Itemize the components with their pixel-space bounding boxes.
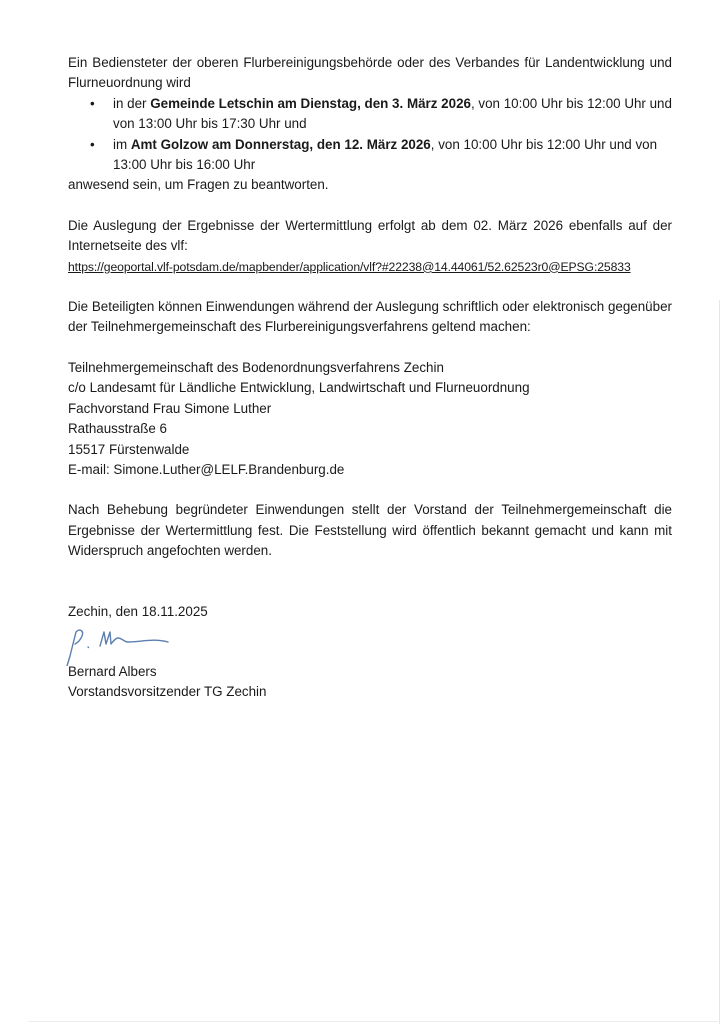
- intro-paragraph: Ein Bediensteter der oberen Flurbereinigungsbehörde oder des Verbandes für Landentwicklung und Flurneuordnung wird: [68, 55, 672, 91]
- address-line: c/o Landesamt für Ländliche Entwicklung, Landwirtschaft und Flurneuordnung: [68, 380, 530, 396]
- objections-paragraph: Die Beteiligten können Einwendungen während der Auslegung schriftlich oder elektronisch gegenüber der Teilnehmergemeinschaft des Flurbereinigungsverfahrens geltend machen:: [68, 299, 672, 335]
- page-edge-shadow: [28, 1021, 718, 1022]
- address-block: [68, 358, 672, 480]
- signer-name: Bernard Albers: [68, 663, 157, 679]
- appointment-times: , von 10:00 Uhr bis 12:00 Uhr und von 13:00 Uhr bis 16:00 Uhr: [113, 136, 658, 173]
- closing-paragraph: Nach Behebung begründeter Einwendungen stellt der Vorstand der Teilnehmergemeinschaft die Ergebnisse der Wertermittlung fest. Die Feststellung wird öffentlich bekannt gemacht und kann mit Widerspruch angefochten werden.: [68, 502, 672, 559]
- appointment-item: [68, 94, 672, 135]
- bullet-icon: •: [90, 136, 95, 152]
- appointment-prefix: in der: [113, 95, 151, 111]
- address-street: Rathausstraße 6: [68, 421, 167, 437]
- geoportal-link[interactable]: https://geoportal.vlf-potsdam.de/mapbender/application/vlf?#22238@14.44061/52.62523r0@EPSG:25833: [68, 259, 631, 274]
- address-city: 15517 Fürstenwalde: [68, 441, 190, 457]
- address-email: E-mail: Simone.Luther@LELF.Brandenburg.de: [68, 461, 345, 477]
- place-date: Zechin, den 18.11.2025: [68, 603, 208, 619]
- online-paragraph: Die Auslegung der Ergebnisse der Wertermittlung erfolgt ab dem 02. März 2026 ebenfalls auf der Internetseite des vlf:: [68, 217, 672, 254]
- appointment-item: [68, 135, 672, 176]
- address-line: Teilnehmergemeinschaft des Bodenordnungsverfahrens Zechin: [68, 359, 444, 375]
- appointment-prefix: im: [113, 136, 131, 152]
- appointment-location-date: Gemeinde Letschin am Dienstag, den 3. März 2026: [150, 95, 471, 111]
- signer-title: Vorstandsvorsitzender TG Zechin: [68, 684, 267, 700]
- appointment-list: [68, 94, 672, 176]
- document-body: [68, 53, 672, 703]
- address-line: Fachvorstand Frau Simone Luther: [68, 400, 272, 416]
- intro-end: anwesend sein, um Fragen zu beantworten.: [68, 177, 329, 193]
- page-edge-shadow: [719, 300, 720, 1024]
- appointment-location-date: Amt Golzow am Donnerstag, den 12. März 2026: [130, 136, 431, 152]
- appointment-times: , von 10:00 Uhr bis 12:00 Uhr und von 13:00 Uhr bis 17:30 Uhr und: [113, 95, 672, 132]
- bullet-icon: •: [90, 95, 95, 111]
- handwritten-signature: [68, 622, 672, 662]
